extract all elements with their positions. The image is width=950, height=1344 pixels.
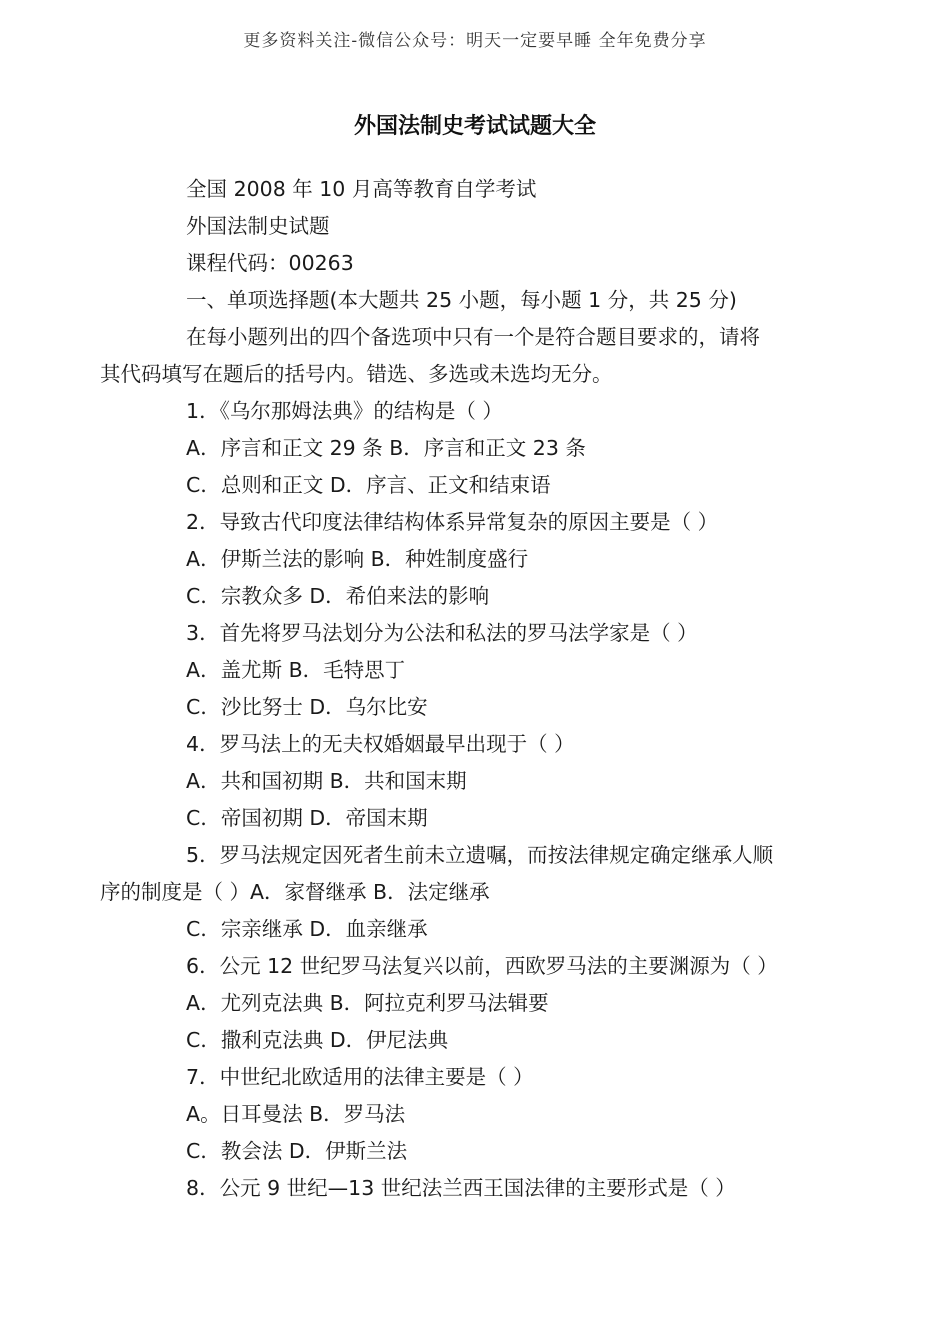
subject-line: 外国法制史试题 bbox=[186, 214, 330, 238]
question-2-stem: 2．导致古代印度法律结构体系异常复杂的原因主要是（ ） bbox=[186, 510, 719, 534]
question-5-stem bbox=[99, 837, 815, 911]
section-heading: 一、单项选择题(本大题共 25 小题，每小题 1 分，共 25 分) bbox=[186, 288, 737, 312]
question-3-stem: 3．首先将罗马法划分为公法和私法的罗马法学家是（ ） bbox=[186, 621, 698, 645]
question-1-options-ab: A．序言和正文 29 条 B．序言和正文 23 条 bbox=[186, 436, 586, 460]
question-4-options-ab: A．共和国初期 B．共和国末期 bbox=[186, 769, 467, 793]
question-6-stem: 6．公元 12 世纪罗马法复兴以前，西欧罗马法的主要渊源为（ ） bbox=[186, 954, 778, 978]
question-3-options-cd: C．沙比努士 D．乌尔比安 bbox=[186, 695, 428, 719]
question-5-options-cd: C．宗亲继承 D．血亲继承 bbox=[186, 917, 428, 941]
question-7-options-ab: A。日耳曼法 B．罗马法 bbox=[186, 1102, 406, 1126]
question-8-stem: 8．公元 9 世纪—13 世纪法兰西王国法律的主要形式是（ ） bbox=[186, 1176, 736, 1200]
instructions-line-1: 在每小题列出的四个备选项中只有一个是符合题目要求的，请将 bbox=[186, 325, 761, 349]
question-6-options-ab: A．尤列克法典 B．阿拉克利罗马法辑要 bbox=[186, 991, 549, 1015]
question-6-options-cd: C．撒利克法典 D．伊尼法典 bbox=[186, 1028, 449, 1052]
question-5-stem-line-1: 5．罗马法规定因死者生前未立遗嘱，而按法律规定确定继承人顺 bbox=[186, 843, 774, 867]
exam-line: 全国 2008 年 10 月高等教育自学考试 bbox=[186, 177, 537, 201]
question-3-options-ab: A．盖尤斯 B．毛特思丁 bbox=[186, 658, 406, 682]
question-1-stem: 1．《乌尔那姆法典》的结构是（ ） bbox=[186, 399, 503, 423]
question-7-options-cd: C．教会法 D．伊斯兰法 bbox=[186, 1139, 408, 1163]
question-5-stem-line-2: 序的制度是（ ）A．家督继承 B．法定继承 bbox=[99, 880, 490, 904]
question-4-options-cd: C．帝国初期 D．帝国末期 bbox=[186, 806, 428, 830]
instructions-line-2: 其代码填写在题后的括号内。错选、多选或未选均无分。 bbox=[99, 362, 613, 386]
question-1-options-cd: C．总则和正文 D．序言、正文和结束语 bbox=[186, 473, 551, 497]
page-header-banner: 更多资料关注-微信公众号：明天一定要早睡 全年免费分享 bbox=[243, 31, 707, 51]
document-body bbox=[99, 171, 815, 1207]
course-code: 课程代码：00263 bbox=[186, 251, 354, 275]
question-4-stem: 4．罗马法上的无夫权婚姻最早出现于（ ） bbox=[186, 732, 575, 756]
question-2-options-cd: C．宗教众多 D．希伯来法的影响 bbox=[186, 584, 490, 608]
question-2-options-ab: A．伊斯兰法的影响 B．种姓制度盛行 bbox=[186, 547, 529, 571]
instructions bbox=[99, 319, 815, 393]
question-7-stem: 7．中世纪北欧适用的法律主要是（ ） bbox=[186, 1065, 534, 1089]
document-title: 外国法制史考试试题大全 bbox=[353, 114, 596, 139]
